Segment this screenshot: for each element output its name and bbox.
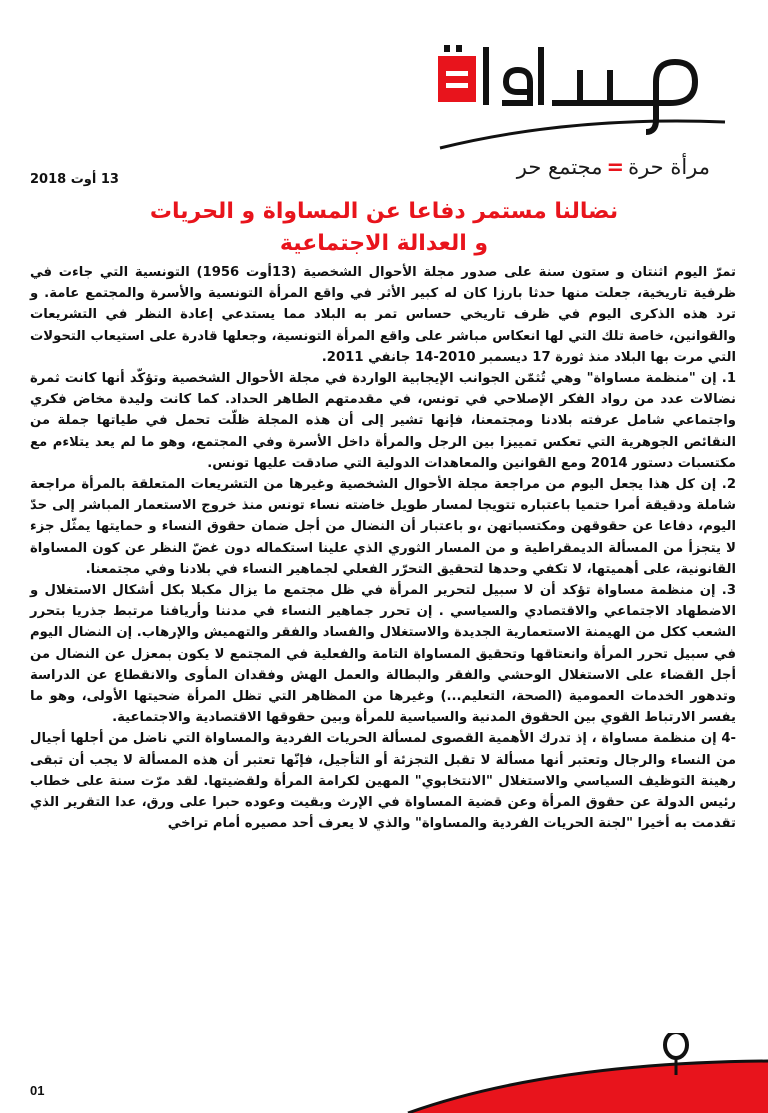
paragraph-3: 3. إن منظمة مساواة تؤكد أن لا سبيل لتحرير المرأة في ظل مجتمع ما يزال مكبلا بكل أشكال الاستغلال و الاضطهاد الاجتماعي والاقتصادي والسياسي . إن تحرر جماهير النساء في مدننا وأريافنا مرتبط جذريا بتحرر الشعب ككل من الهيمنة الاستعمارية الجديدة والاستغلال والفساد والفقر والتهميش والإرهاب. إن النضال اليوم في سبيل تحرر المرأة وانعتاقها وتحقيق المساواة التامة والفعلية في المجتمع لا يكون بمعزل عن النضال من أجل القضاء على الاستغلال الوحشي والفقر والبطالة والعمل الهش وفقدان المأوى والانقطاع عن الدراسة وتدهور الخدمات العمومية (الصحة، التعليم...) وغيرها من المظاهر التي تظل المرأة ضحيتها الأولى، وهو ما يفسر الارتباط القوي بين الحقوق المدنية والسياسية للمرأة وبين حقوقها الاقتصادية والاجتماعية. — [30, 583, 736, 726]
paragraph-2: 2. إن كل هذا يجعل اليوم من مراجعة مجلة الأحوال الشخصية وغيرها من التشريعات المتعلقة بالمرأة مراجعة شاملة ودقيقة أمرا حتميا باعتباره تتويجا لمسار طويل خاضته نساء تونس منذ خروج الاستعمار المباشر إلى حدّ اليوم، دفاعا عن حقوقهن ومكتسباتهن ،و باعتبار أن النضال من أجل ضمان حقوق النساء و حمايتها يمثّل جزء لا يتجزأ من المسألة الديمقراطية و من المسار الثوري الذي علينا استكماله دون غضّ النظر عن كون المساواة القانونية، على أهميتها، لا تكفي وحدها لتحقيق التحرّر الفعلي لجماهير النساء في بلادنا وفي مجتمعنا. — [30, 477, 736, 577]
title-line-1: نضالنا مستمر دفاعا عن المساواة و الحريات — [149, 199, 619, 224]
tagline-free-woman: مرأة حرة — [628, 155, 710, 179]
paragraph-1: 1. إن "منظمة مساواة" وهي تُثمّن الجوانب الإيجابية الواردة في مجلة الأحوال الشخصية وتؤكّد أنها كانت ثمرة نضالات عدد من رواد الفكر الإصلاحي في تونس، في مقدمتهم الطاهر الحداد. كما كانت وليدة مخاض فكري واجتماعي شامل عرفته بلادنا ومجتمعنا، فإنها تشير إلى أن هذه المجلة ظلّت تحمل في طياتها جملة من النقائص الجوهرية التي تعكس تمييزا بين الرجل والمرأة داخل الأسرة وفي المجتمع، وهو ما لم يعد يتلاءم مع مكتسبات دستور 2014 ومع القوانين والمعاهدات الدولية التي صادقت عليها تونس. — [30, 371, 736, 471]
tagline-equals: = — [606, 155, 625, 179]
paragraph-intro: تمرّ اليوم اثنتان و ستون سنة على صدور مجلة الأحوال الشخصية (13أوت 1956) التونسية التي جاءت في ظرفية تاريخية، جعلت منها حدثا بارزا كان له كبير الأثر في واقع المرأة التونسية والأسرة والمجتمع عامة. و ترد هذه الذكرى اليوم في ظرف تاريخي حساس تمر به البلاد مما يستدعي إعادة النظر في التشريعات والقوانين، خاصة تلك التي لها انعكاس مباشر على واقع المرأة التونسية، وجعلها قادرة على استيعاب التحولات التي مرت بها البلاد منذ ثورة 17 ديسمبر 2010-14 جانفي 2011. — [30, 265, 736, 365]
document-body — [30, 262, 736, 834]
paragraph-4: -4 إن منظمة مساواة ، إذ تدرك الأهمية القصوى لمسألة الحريات الفردية والمساواة التي ناضل من أجلها أجيال من النساء والرجال وتعتبر أنها مسألة لا تقبل التجزئة أو التأجيل، فإنّها تعتبر أن هذه المسألة لا يجب أن تبقى رهينة التوظيف السياسي والاستغلال "الانتخابوي" المهين لكرامة المرأة ولقضيتها. لقد مرّت سنة على خطاب رئيس الدولة عن حقوق المرأة وعن قضية المساواة في الإرث وبقيت وعوده حبرا على ورق، عدا التقرير الذي تقدمت به أخيرا "لجنة الحريات الفردية والمساواة" والذي لا يعرف أحد مصيره أمام تراخي — [30, 731, 736, 832]
masawat-logo — [420, 20, 750, 180]
page-number: 01 — [30, 1083, 45, 1098]
logo-equals-block — [438, 56, 476, 102]
tagline — [517, 155, 710, 179]
tagline-free-society: مجتمع حر — [516, 155, 603, 179]
footer-red-swoosh — [348, 1033, 768, 1113]
document-title — [60, 196, 708, 260]
title-line-2: و العدالة الاجتماعية — [279, 231, 489, 256]
document-date: 13 أوت 2018 — [30, 172, 119, 187]
